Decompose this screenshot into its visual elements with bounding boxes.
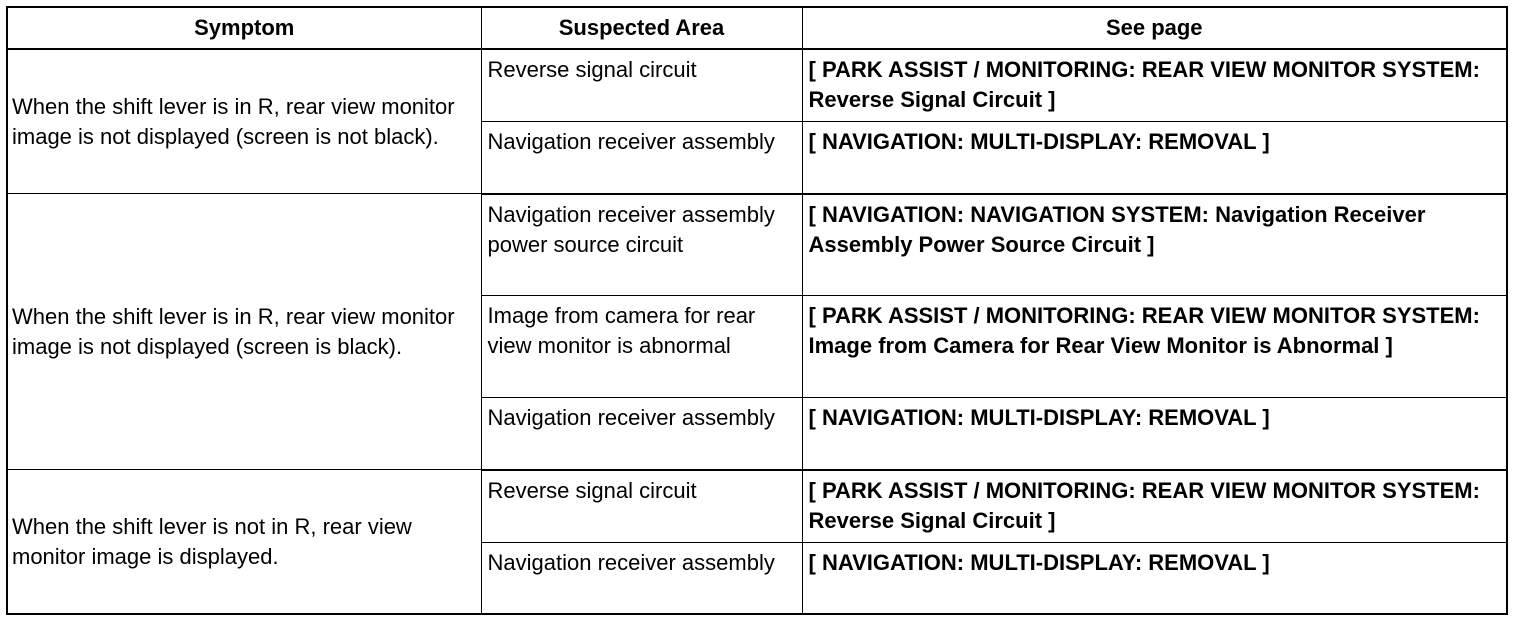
symptom-cell: When the shift lever is not in R, rear view monitor image is displayed. xyxy=(7,470,481,615)
table-row xyxy=(7,49,1507,122)
suspected-area-text: Image from camera for rear view monitor is abnormal xyxy=(487,303,756,358)
suspected-area-cell xyxy=(481,470,802,543)
see-page-cell xyxy=(802,542,1507,614)
see-page-link[interactable]: [ NAVIGATION: NAVIGATION SYSTEM: Navigation Receiver Assembly Power Source Circuit ] xyxy=(808,201,1426,257)
see-page-link[interactable]: [ PARK ASSIST / MONITORING: REAR VIEW MONITOR SYSTEM: Image from Camera for Rear View Monitor is Abnormal ] xyxy=(808,303,1480,358)
troubleshooting-table xyxy=(6,6,1508,615)
suspected-area-text: Reverse signal circuit xyxy=(487,477,697,503)
symptom-cell: When the shift lever is in R, rear view monitor image is not displayed (screen is not black). xyxy=(7,49,481,194)
see-page-link[interactable]: [ NAVIGATION: MULTI-DISPLAY: REMOVAL ] xyxy=(808,405,1270,430)
table-row xyxy=(7,470,1507,543)
suspected-area-cell xyxy=(481,296,802,398)
suspected-area-text: Reverse signal circuit xyxy=(487,57,697,82)
suspected-area-text: Navigation receiver assembly xyxy=(487,405,775,430)
suspected-area-text: Navigation receiver assembly power source circuit xyxy=(487,201,775,257)
suspected-area-cell xyxy=(481,49,802,122)
suspected-area-cell xyxy=(481,122,802,194)
suspected-area-cell xyxy=(481,398,802,470)
table-header-row xyxy=(7,7,1507,49)
table-row xyxy=(7,194,1507,296)
header-see-page: See page xyxy=(802,7,1507,49)
suspected-area-cell xyxy=(481,194,802,296)
header-symptom: Symptom xyxy=(7,7,481,49)
header-suspected-area: Suspected Area xyxy=(481,7,802,49)
see-page-cell xyxy=(802,49,1507,122)
see-page-link[interactable]: [ PARK ASSIST / MONITORING: REAR VIEW MONITOR SYSTEM: Reverse Signal Circuit ] xyxy=(808,57,1480,112)
troubleshooting-table-wrapper xyxy=(6,6,1508,615)
see-page-cell xyxy=(802,296,1507,398)
see-page-cell xyxy=(802,122,1507,194)
see-page-cell xyxy=(802,398,1507,470)
see-page-link[interactable]: [ NAVIGATION: MULTI-DISPLAY: REMOVAL ] xyxy=(808,129,1270,154)
see-page-cell xyxy=(802,470,1507,543)
see-page-link[interactable]: [ PARK ASSIST / MONITORING: REAR VIEW MONITOR SYSTEM: Reverse Signal Circuit ] xyxy=(808,477,1480,533)
suspected-area-text: Navigation receiver assembly xyxy=(487,549,775,575)
suspected-area-text: Navigation receiver assembly xyxy=(487,129,775,154)
see-page-cell xyxy=(802,194,1507,296)
see-page-link[interactable]: [ NAVIGATION: MULTI-DISPLAY: REMOVAL ] xyxy=(808,549,1270,575)
symptom-cell: When the shift lever is in R, rear view monitor image is not displayed (screen is black). xyxy=(7,194,481,470)
suspected-area-cell xyxy=(481,542,802,614)
